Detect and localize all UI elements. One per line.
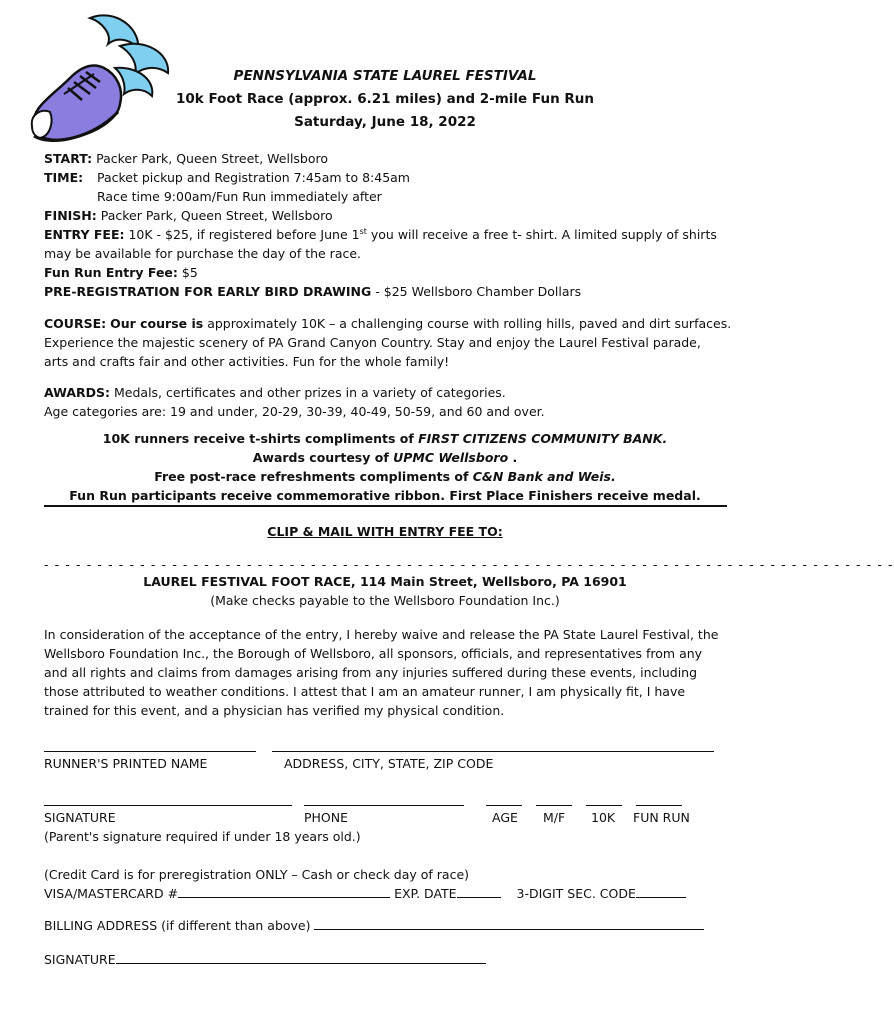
fun-run-field[interactable]	[636, 794, 682, 809]
awards-label: AWARDS:	[44, 385, 111, 400]
entry-fee-sup: st	[359, 227, 367, 236]
awards-text-2: Age categories are: 19 and under, 20-29, 30-39, 40-49, 50-59, and 60 and over.	[44, 404, 545, 419]
entry-fee-line	[44, 227, 717, 242]
age-field[interactable]	[486, 794, 522, 809]
time-value-1: Packet pickup and Registration 7:45am to 8:45am	[97, 170, 410, 185]
runner-name-field[interactable]	[44, 740, 256, 755]
prereg-line	[44, 284, 581, 299]
signature-2-label: SIGNATURE	[44, 952, 116, 967]
visa-label: VISA/MASTERCARD #	[44, 886, 179, 901]
awards-text-1: Medals, certificates and other prizes in a variety of categories.	[114, 385, 506, 400]
signature-2-line	[44, 952, 486, 967]
start-line	[44, 151, 328, 166]
cvv-field[interactable]	[636, 886, 686, 898]
age-label: AGE	[492, 810, 518, 825]
time-label: TIME:	[44, 170, 84, 185]
divider	[44, 505, 727, 507]
billing-line	[44, 918, 704, 933]
phone-field[interactable]	[304, 794, 464, 809]
address-label: ADDRESS, CITY, STATE, ZIP CODE	[284, 756, 494, 771]
billing-field[interactable]	[314, 918, 704, 930]
prereg-label: PRE-REGISTRATION FOR EARLY BIRD DRAWING	[44, 284, 372, 299]
start-value: Packer Park, Queen Street, Wellsboro	[96, 151, 329, 166]
sponsor-line-4: Fun Run participants receive commemorative ribbon. First Place Finishers receive medal.	[69, 488, 701, 503]
cc-note: (Credit Card is for preregistration ONLY – Cash or check day of race)	[44, 867, 470, 882]
tenk-label: 10K	[591, 810, 616, 825]
page-subtitle: 10k Foot Race (approx. 6.21 miles) and 2-mile Fun Run	[175, 91, 595, 107]
course-text-2: Experience the majestic scenery of PA Grand Canyon Country. Stay and enjoy the Laurel Festival parade,	[44, 335, 701, 350]
sponsor-upmc: UPMC Wellsboro	[393, 450, 509, 465]
cut-line: - - - - - - - - - - - - - - - - - - - - - - - - - - - - - - - - - - - - - - - - - - - - - - - - - - - - - - - - - - - - - - - - - - - - - - - - - - - - - - - -	[44, 557, 894, 572]
runner-name-label: RUNNER'S PRINTED NAME	[44, 756, 208, 771]
entry-fee-value-2: may be available for purchase the day of the race.	[44, 246, 362, 261]
phone-label: PHONE	[304, 810, 349, 825]
entry-fee-value: 10K - $25, if registered before June 1	[128, 227, 360, 243]
finish-label: FINISH:	[44, 208, 97, 223]
sponsor-line-1: 10K runners receive t-shirts compliments of FIRST CITIZENS COMMUNITY BANK.	[102, 431, 668, 446]
course-text-3: arts and crafts fair and other activities. Fun for the whole family!	[44, 354, 450, 369]
page-title: PENNSYLVANIA STATE LAUREL FESTIVAL	[233, 68, 537, 84]
exp-field[interactable]	[457, 886, 501, 898]
mf-label: M/F	[543, 810, 566, 825]
signature-label: SIGNATURE	[44, 810, 116, 825]
mf-field[interactable]	[536, 794, 572, 809]
awards-line-1	[44, 385, 506, 400]
time-value-2: Race time 9:00am/Fun Run immediately after	[97, 189, 382, 204]
exp-label: EXP. DATE	[394, 886, 457, 901]
finish-line	[44, 208, 333, 223]
address-field[interactable]	[272, 740, 714, 755]
fun-run-label-form: FUN RUN	[633, 810, 690, 825]
parent-note: (Parent's signature required if under 18 years old.)	[44, 829, 361, 844]
cc-line	[44, 886, 686, 901]
start-label: START:	[44, 151, 93, 166]
course-bold-lead: Our course is	[110, 316, 204, 331]
clip-heading: CLIP & MAIL WITH ENTRY FEE TO:	[267, 524, 503, 539]
cvv-label: 3-DIGIT SEC. CODE	[516, 886, 636, 901]
entry-fee-label: ENTRY FEE:	[44, 227, 125, 243]
course-text-1: approximately 10K – a challenging course with rolling hills, paved and dirt surfaces.	[207, 316, 732, 331]
fun-run-line	[44, 265, 198, 280]
event-date: Saturday, June 18, 2022	[294, 114, 476, 130]
course-line-1	[44, 316, 731, 331]
fun-run-value: $5	[181, 265, 198, 280]
waiver-text: In consideration of the acceptance of the entry, I hereby waive and release the PA State Laurel Festival, the Wellsboro Foundation Inc., the Borough of Wellsboro, all sponsors, officials, and representatives from any and all rights and claims from damages arising from any injuries suffered during these events, including those attributed to weather conditions. I attest that I am an amateur runner, I am physically fit, I have trained for this event, and a physician has verified my physical condition.	[44, 627, 719, 718]
tenk-field[interactable]	[586, 794, 622, 809]
sponsor-line-3: Free post-race refreshments compliments of C&N Bank and Weis.	[154, 469, 616, 484]
fun-run-label: Fun Run Entry Fee:	[44, 265, 178, 280]
sponsor-bank: FIRST CITIZENS COMMUNITY BANK.	[418, 431, 668, 446]
sponsor-cn-weis: C&N Bank and Weis.	[472, 469, 616, 484]
card-number-field[interactable]	[178, 886, 390, 898]
finish-value: Packer Park, Queen Street, Wellsboro	[100, 208, 333, 223]
billing-label: BILLING ADDRESS (if different than above)	[44, 918, 311, 933]
course-label: COURSE:	[44, 316, 107, 331]
sponsor-line-2: Awards courtesy of UPMC Wellsboro .	[252, 450, 518, 465]
payable-note: (Make checks payable to the Wellsboro Foundation Inc.)	[210, 593, 560, 608]
signature-field[interactable]	[44, 794, 292, 809]
entry-fee-value-b: you will receive a free t- shirt. A limited supply of shirts	[370, 227, 717, 243]
signature-2-field[interactable]	[116, 952, 486, 964]
mail-address: LAUREL FESTIVAL FOOT RACE, 114 Main Street, Wellsboro, PA 16901	[143, 574, 627, 589]
prereg-value: - $25 Wellsboro Chamber Dollars	[375, 284, 582, 299]
